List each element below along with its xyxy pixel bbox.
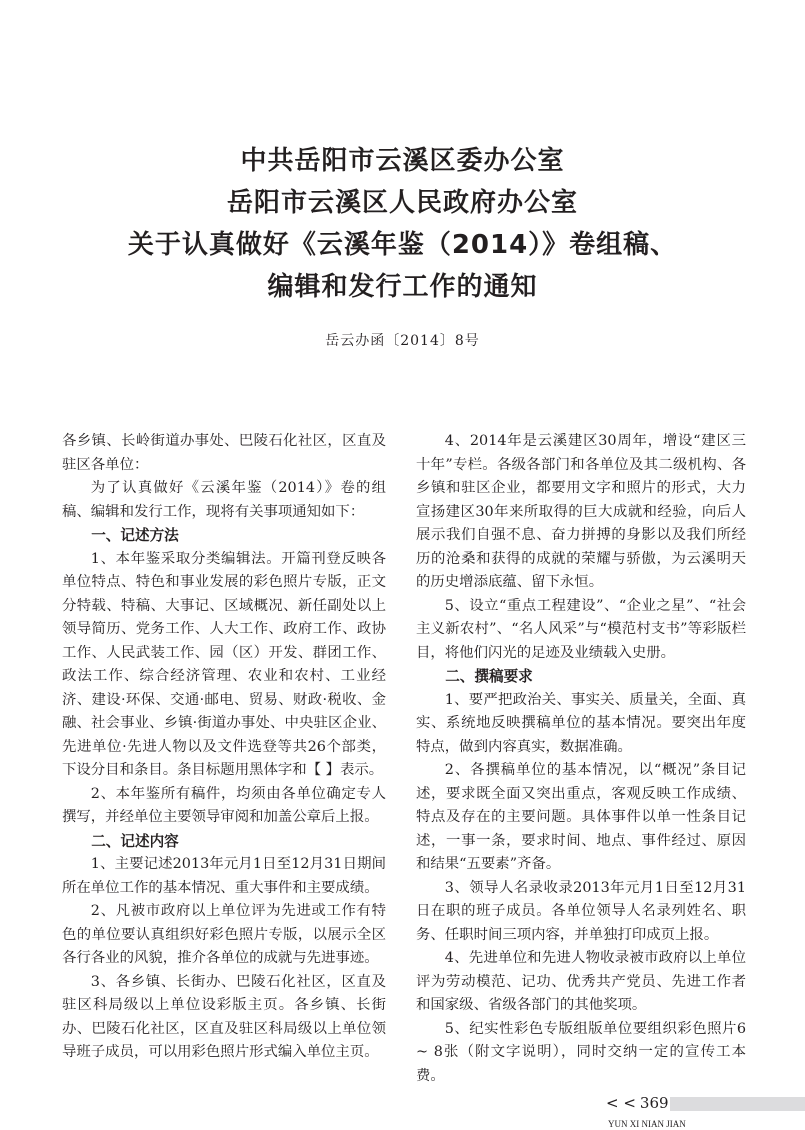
paragraph: 各乡镇、长岭街道办事处、巴陵石化社区，区直及驻区各单位：	[62, 433, 386, 473]
paragraph: 3、领导人名录收录2013年元月1日至12月31日在职的班子成员。各单位领导人名录列姓名、职务、任职时间三项内容，并单独打印成页上报。	[416, 879, 746, 943]
right-column	[416, 430, 746, 1088]
paragraph: 5、纪实性彩色专版组版单位要组织彩色照片6 ~ 8张（附文字说明），同时交纳一定的宣传工本费。	[416, 1020, 746, 1084]
page-number: 369	[639, 1094, 669, 1112]
document-number: 岳云办函〔2014〕8号	[325, 333, 480, 349]
title-line: 中共岳阳市云溪区委办公室	[240, 146, 565, 176]
paragraph: 2、本年鉴所有稿件，均须由各单位确定专人撰写，并经单位主要领导审阅和加盖公章后上报。	[62, 785, 386, 825]
paragraph: 5、设立“重点工程建设”、“企业之星”、“社会主义新农村”、“名人风采”与“模范村支书”等彩版栏目，将他们闪光的足迹及业绩载入史册。	[416, 597, 746, 661]
document-title	[0, 140, 805, 308]
section-heading: 二、撰稿要求	[445, 668, 533, 685]
section-heading: 一、记述方法	[91, 527, 179, 544]
title-line: 关于认真做好《云溪年鉴（2014）》卷组稿、	[127, 230, 678, 260]
publication-name: YUN XI NIAN JIAN	[608, 1119, 686, 1129]
chevron-left-icon: < <	[606, 1094, 636, 1112]
paragraph: 4、2014年是云溪建区30周年，增设“建区三十年”专栏。各级各部门和各单位及其二级机构、各乡镇和驻区企业，都要用文字和照片的形式，大力宣扬建区30年来所取得的巨大成就和经验，向后人展示我们自强不息、奋力拼搏的身影以及我们所经历的沧桑和获得的成就的荣耀与骄傲，为云溪明天的历史增添底蕴、留下永恒。	[416, 433, 746, 590]
paragraph: 1、要严把政治关、事实关、质量关，全面、真实、系统地反映撰稿单位的基本情况。要突出年度特点，做到内容真实，数据准确。	[416, 691, 746, 755]
paragraph: 2、各撰稿单位的基本情况，以“概况”条目记述，要求既全面又突出重点，客观反映工作成绩、特点及存在的主要问题。具体事件以单一性条目记述，一事一条，要求时间、地点、事件经过、原因和结果“五要素”齐备。	[416, 762, 746, 872]
paragraph: 2、凡被市政府以上单位评为先进或工作有特色的单位要认真组织好彩色照片专版，以展示全区各行各业的风貌，推介各单位的成就与先进事迹。	[62, 903, 386, 966]
paragraph: 1、本年鉴采取分类编辑法。开篇刊登反映各单位特点、特色和事业发展的彩色照片专版，正文分特载、特稿、大事记、区域概况、新任副处以上领导简历、党务工作、人大工作、政府工作、政协工作、人民武装工作、园（区）开发、群团工作、政法工作、综合经济管理、农业和农村、工业经济、建设·环保、交通·邮电、贸易、财政·税收、金融、社会事业、乡镇·街道办事处、中央驻区企业、先进单位·先进人物以及文件选登等共26个部类，下设分目和条目。条目标题用黑体字和【 】表示。	[62, 550, 386, 778]
paragraph: 3、各乡镇、长街办、巴陵石化社区，区直及驻区科局级以上单位设彩版主页。各乡镇、长街办、巴陵石化社区，区直及驻区科局级以上单位领导班子成员，可以用彩色照片形式编入单位主页。	[62, 973, 386, 1060]
title-line: 编辑和发行工作的通知	[267, 272, 538, 302]
footer-bar	[670, 1097, 805, 1111]
page-footer	[606, 1094, 669, 1112]
paragraph: 4、先进单位和先进人物收录被市政府以上单位评为劳动模范、记功、优秀共产党员、先进工作者和国家级、省级各部门的其他奖项。	[416, 950, 746, 1013]
section-heading: 二、记述内容	[91, 832, 179, 850]
left-column	[62, 430, 386, 1065]
title-line: 岳阳市云溪区人民政府办公室	[226, 188, 578, 218]
paragraph: 为了认真做好《云溪年鉴（2014）》卷的组稿、编辑和发行工作，现将有关事项通知如下：	[62, 480, 386, 520]
paragraph: 1、主要记述2013年元月1日至12月31日期间所在单位工作的基本情况、重大事件和主要成绩。	[62, 856, 386, 896]
